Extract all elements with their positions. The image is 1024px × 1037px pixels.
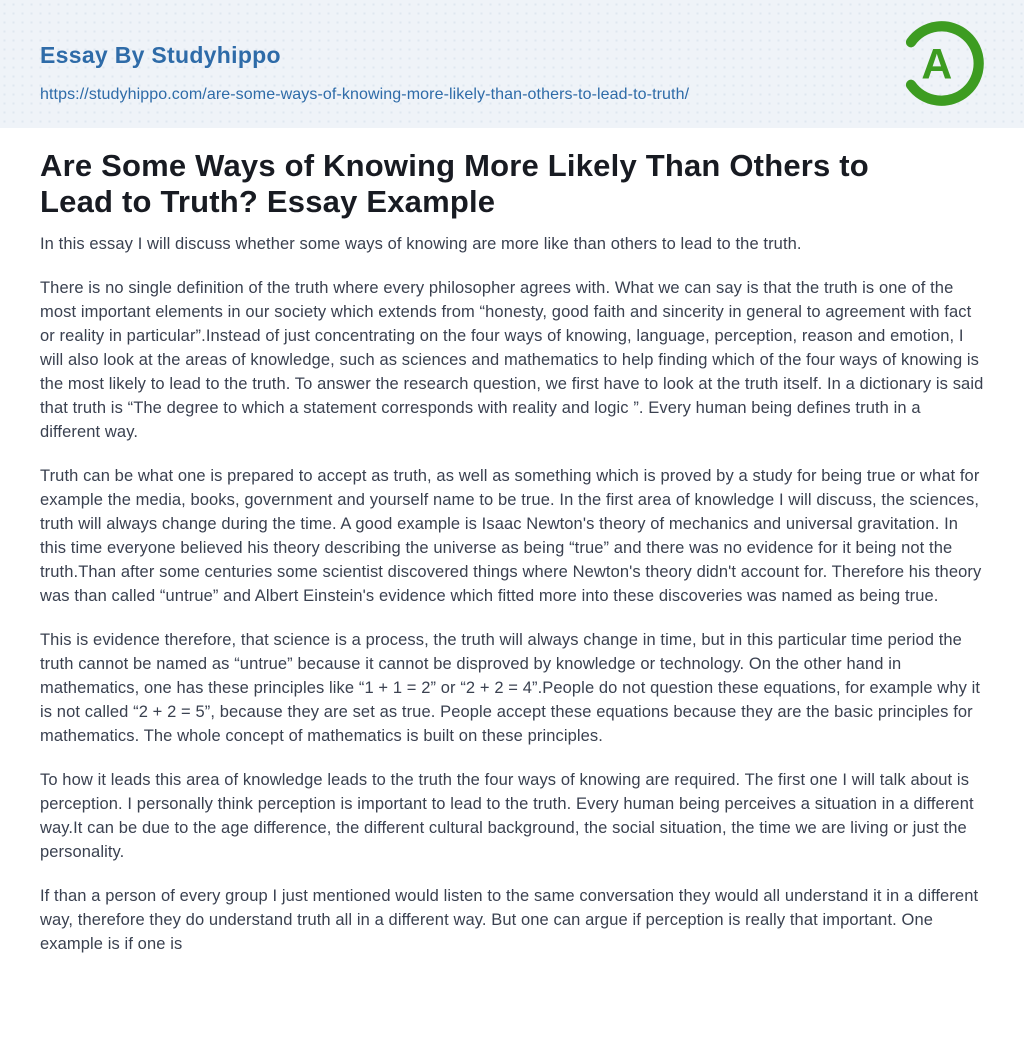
page-url-link[interactable]: https://studyhippo.com/are-some-ways-of-knowing-more-likely-than-others-to-lead-to-truth/	[40, 86, 690, 103]
logo-arc-icon	[895, 17, 988, 110]
essay-paragraph: There is no single definition of the truth where every philosopher agrees with. What we can say is that the truth is one of the most important elements in our society which extends from “honesty, good faith and sincerity in general to agreement with fact or reality in particular”.Instead of just concentrating on the four ways of knowing, language, perception, reason and emotion, I will also look at the areas of knowledge, such as sciences and mathematics to help finding which of the four ways of knowing is the most likely to lead to the truth. To answer the research question, we first have to look at the truth itself. In a dictionary is said that truth is “The degree to which a statement corresponds with reality and logic ”. Every human being defines truth in a different way.	[40, 279, 984, 441]
essay-paragraph: This is evidence therefore, that science is a process, the truth will always change in time, but in this particular time period the truth cannot be named as “untrue” because it cannot be disproved by knowledge or technology. On the other hand in mathematics, one has these principles like “1 + 1 = 2” or “2 + 2 = 4”.People do not question these equations, for example why it is not called “2 + 2 = 5”, because they are set as true. People accept these equations because they are the basic principles for mathematics. The whole concept of mathematics is built on these principles.	[40, 631, 981, 745]
logo-letter: A	[921, 40, 953, 89]
page-header	[0, 0, 1024, 128]
essay-article	[0, 128, 1024, 956]
studyhippo-logo[interactable]	[895, 17, 988, 110]
article-title: Are Some Ways of Knowing More Likely Than Others to Lead to Truth? Essay Example	[40, 148, 869, 219]
essay-paragraph: In this essay I will discuss whether some ways of knowing are more like than others to lead to the truth.	[40, 235, 802, 253]
essay-paragraph: Truth can be what one is prepared to accept as truth, as well as something which is proved by a study for being true or what for example the media, books, government and yourself name to be true. In the first area of knowledge I will discuss, the sciences, truth will always change during the time. A good example is Isaac Newton's theory of mechanics and universal gravitation. In this time everyone believed his theory describing the universe as being “true” and there was no evidence for it being not the truth.Than after some centuries some scientist discovered things where Newton's theory didn't account for. Therefore his theory was than called “untrue” and Albert Einstein's evidence which fitted more into these discoveries was named as being true.	[40, 467, 982, 605]
essay-paragraph: To how it leads this area of knowledge leads to the truth the four ways of knowing are required. The first one I will talk about is perception. I personally think perception is important to lead to the truth. Every human being perceives a situation in a different way.It can be due to the age difference, the different cultural background, the social situation, the time we are living or just the personality.	[40, 771, 974, 861]
site-title: Essay By Studyhippo	[40, 42, 281, 68]
essay-paragraph: If than a person of every group I just mentioned would listen to the same conversation they would all understand it in a different way, therefore they do understand truth all in a different way. But one can argue if perception is really that important. One example is if one is	[40, 887, 979, 953]
